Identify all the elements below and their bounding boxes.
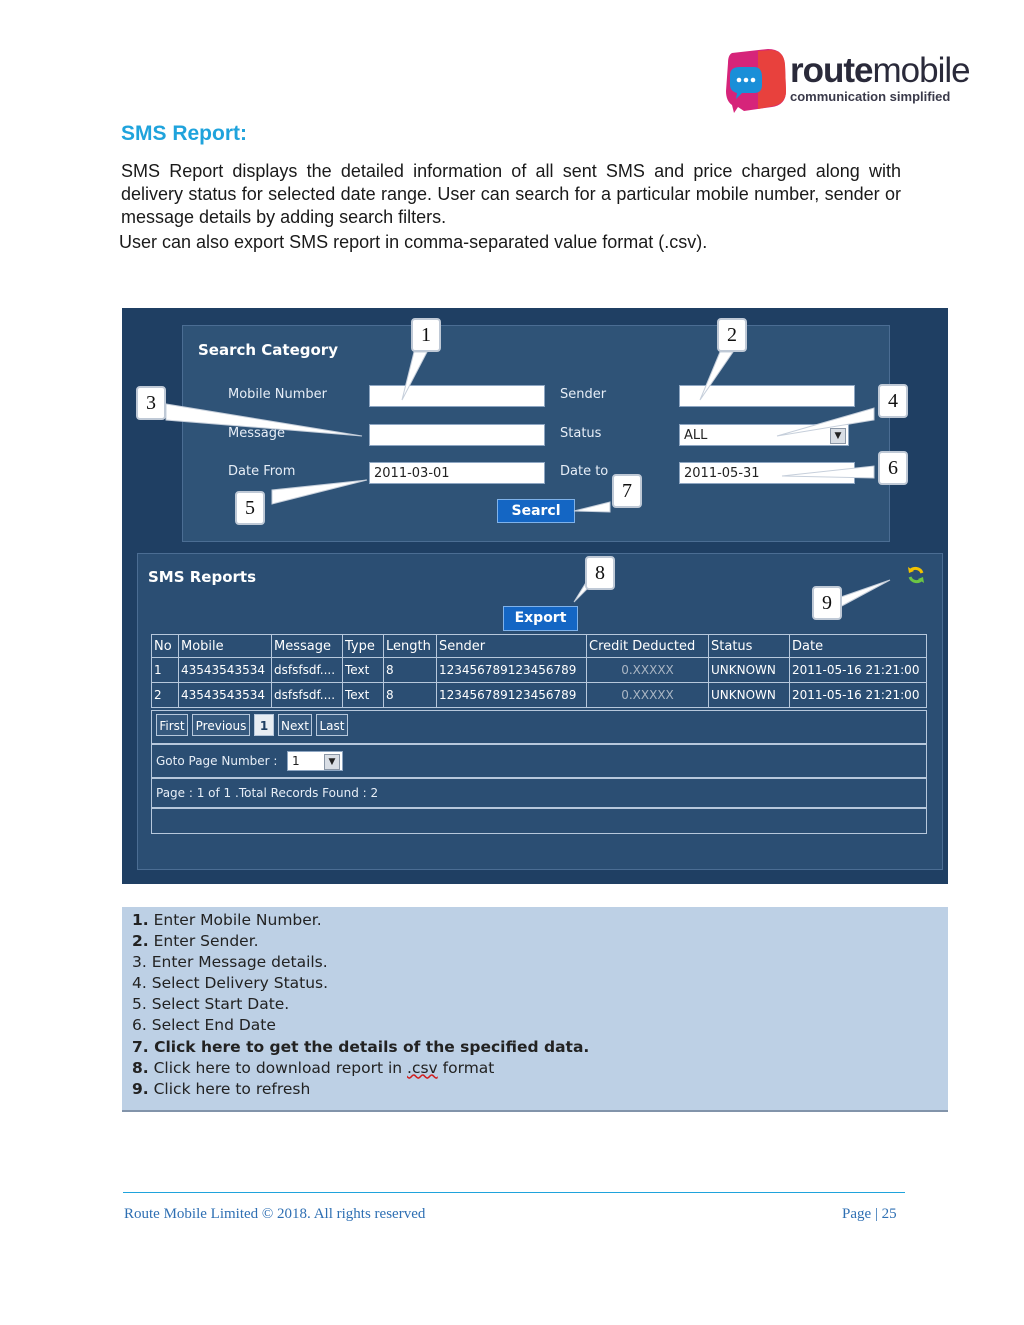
pointer-1 — [402, 352, 427, 400]
cell-status: UNKNOWN — [709, 658, 790, 683]
list-item — [132, 952, 948, 973]
step-text: Click here to get the details of the specified data. — [148, 1037, 590, 1056]
list-item — [132, 994, 948, 1015]
cell-credit: 0.XXXXX — [587, 683, 709, 708]
step-number: 1. — [132, 911, 149, 929]
logo-brand-bold: route — [790, 51, 873, 90]
column-header[interactable]: Sender — [437, 635, 587, 658]
cell-length: 8 — [384, 683, 437, 708]
status-select-value: ALL — [684, 428, 708, 443]
date-from-label: Date From — [228, 464, 296, 479]
sms-report-screenshot — [122, 308, 948, 884]
cell-no: 1 — [152, 658, 179, 683]
list-item — [132, 910, 948, 931]
logo-brand-light: mobile — [872, 51, 970, 90]
date-to-label: Date to — [560, 464, 609, 479]
description-paragraph-2: User can also export SMS report in comma-separated value format (.csv). — [119, 232, 708, 252]
description-paragraph: SMS Report displays the detailed information of all sent SMS and price charged along with delivery status for selected date range. User can search for a particular mobile number, sender or message details by adding search filters. — [121, 161, 901, 227]
step-number: 8. — [132, 1058, 149, 1077]
pointer-9 — [838, 580, 890, 608]
sms-reports-title: SMS Reports — [148, 568, 257, 586]
section-heading: SMS Report: — [121, 122, 247, 145]
step-text: Enter Message details. — [146, 953, 328, 972]
callout-9: 9 — [812, 586, 842, 620]
step-text: format — [437, 1058, 495, 1077]
column-header[interactable]: Credit Deducted — [587, 635, 709, 658]
step-text: Click here to download report in — [148, 1058, 408, 1077]
footer-divider — [123, 1192, 905, 1193]
callout-6: 6 — [878, 451, 908, 485]
column-header[interactable]: Mobile — [179, 635, 272, 658]
callout-4: 4 — [878, 384, 908, 418]
column-header[interactable]: Length — [384, 635, 437, 658]
cell-credit: 0.XXXXX — [587, 658, 709, 683]
current-page-button[interactable]: 1 — [254, 714, 274, 736]
list-item — [132, 973, 948, 994]
date-to-input[interactable]: 2011-05-31 — [679, 462, 855, 484]
step-number: 6. — [132, 1016, 147, 1035]
cell-sender: 123456789123456789 — [437, 683, 587, 708]
instructions-list — [122, 907, 948, 1100]
records-summary: Page : 1 of 1 .Total Records Found : 2 — [156, 786, 379, 800]
pointer-7 — [574, 502, 610, 512]
cell-mobile: 43543543534 — [179, 658, 272, 683]
footer-page-number: Page | 25 — [842, 1206, 897, 1222]
step-text: Select Delivery Status. — [146, 974, 329, 993]
cell-message: dsfsfsdf.... — [272, 658, 343, 683]
next-page-button[interactable]: Next — [278, 714, 312, 736]
pointer-2 — [700, 352, 733, 400]
message-label: Message — [228, 426, 285, 441]
chevron-down-icon: ▼ — [324, 754, 340, 770]
column-header[interactable]: Date — [790, 635, 927, 658]
chat-bubble-logo-icon — [724, 47, 788, 113]
step-text: Enter Mobile Number. — [148, 911, 322, 929]
list-item — [132, 1079, 948, 1100]
first-page-button[interactable]: First — [156, 714, 188, 736]
cell-no: 2 — [152, 683, 179, 708]
callout-8: 8 — [585, 556, 615, 590]
cell-sender: 123456789123456789 — [437, 658, 587, 683]
goto-page-value: 1 — [292, 754, 300, 768]
footer-copyright: Route Mobile Limited © 2018. All rights reserved — [124, 1206, 426, 1222]
list-item — [132, 1015, 948, 1036]
pointer-6 — [782, 466, 874, 478]
cell-type: Text — [343, 658, 384, 683]
list-item — [132, 1058, 948, 1079]
pointer-5 — [272, 480, 367, 504]
logo-tagline: communication simplified — [790, 89, 951, 104]
step-number: 7. — [132, 1037, 149, 1056]
export-button[interactable]: Export — [503, 606, 578, 631]
instructions-box — [122, 907, 948, 1112]
date-from-input[interactable]: 2011-03-01 — [369, 462, 545, 484]
status-label: Status — [560, 426, 602, 441]
cell-date: 2011-05-16 21:21:00 — [790, 658, 927, 683]
step-text-csv: .csv — [407, 1058, 438, 1077]
search-category-title: Search Category — [198, 341, 338, 359]
cell-mobile: 43543543534 — [179, 683, 272, 708]
step-number: 5. — [132, 995, 147, 1014]
cell-status: UNKNOWN — [709, 683, 790, 708]
logo-wordmark — [790, 51, 970, 91]
step-number: 4. — [132, 974, 147, 993]
step-text: Select End Date — [146, 1016, 276, 1035]
column-header[interactable]: Message — [272, 635, 343, 658]
last-page-button[interactable]: Last — [316, 714, 348, 736]
column-header[interactable]: No — [152, 635, 179, 658]
pointer-3 — [166, 404, 362, 436]
goto-page-label: Goto Page Number : — [156, 754, 278, 768]
list-item — [132, 931, 948, 952]
column-header[interactable]: Status — [709, 635, 790, 658]
cell-type: Text — [343, 683, 384, 708]
callout-7: 7 — [612, 474, 642, 508]
callout-2: 2 — [717, 318, 747, 352]
chevron-down-icon: ▼ — [830, 428, 846, 444]
callout-1: 1 — [411, 318, 441, 352]
pointer-4 — [777, 408, 874, 436]
step-text: Click here to refresh — [148, 1079, 311, 1098]
step-number: 2. — [132, 932, 149, 951]
list-item — [132, 1037, 948, 1058]
cell-message: dsfsfsdf.... — [272, 683, 343, 708]
column-header[interactable]: Type — [343, 635, 384, 658]
step-number: 3. — [132, 953, 147, 972]
search-button[interactable]: Searcl — [497, 499, 575, 523]
cell-date: 2011-05-16 21:21:00 — [790, 683, 927, 708]
cell-length: 8 — [384, 658, 437, 683]
sender-label: Sender — [560, 387, 607, 402]
step-number: 9. — [132, 1079, 149, 1098]
callout-3: 3 — [136, 386, 166, 420]
callout-5: 5 — [235, 491, 265, 525]
previous-page-button[interactable]: Previous — [192, 714, 250, 736]
step-text: Select Start Date. — [146, 995, 290, 1014]
step-text: Enter Sender. — [148, 932, 259, 951]
mobile-number-label: Mobile Number — [228, 387, 327, 402]
route-mobile-logo — [724, 47, 970, 115]
